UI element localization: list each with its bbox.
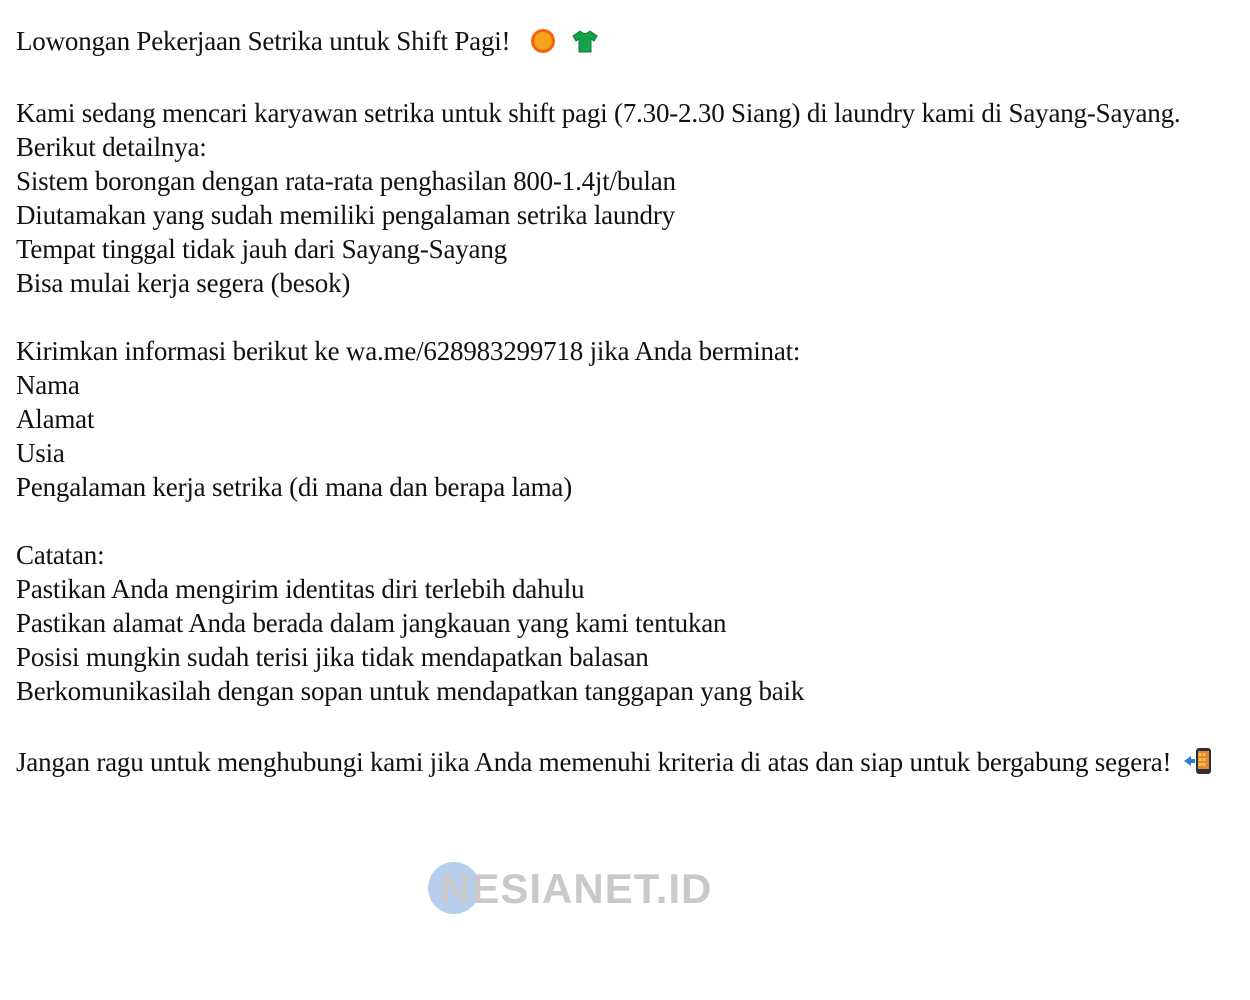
detail-item: Diutamakan yang sudah memiliki pengalaman setrika laundry: [16, 200, 675, 230]
closing-paragraph: [16, 742, 1228, 786]
apply-field: Pengalaman kerja setrika (di mana dan berapa lama): [16, 472, 572, 502]
t-shirt-icon: [571, 27, 599, 61]
apply-field: Nama: [16, 370, 80, 400]
post-title-row: [16, 24, 1228, 62]
note-item: Posisi mungkin sudah terisi jika tidak mendapatkan balasan: [16, 642, 649, 672]
detail-item: Tempat tinggal tidak jauh dari Sayang-Sayang: [16, 234, 507, 264]
mobile-phone-arrow-icon: [1183, 746, 1213, 786]
note-item: Berkomunikasilah dengan sopan untuk mendapatkan tanggapan yang baik: [16, 676, 805, 706]
job-post: [16, 24, 1228, 786]
closing-text: Jangan ragu untuk menghubungi kami jika Anda memenuhi kriteria di atas dan siap untuk bergabung segera!: [16, 747, 1172, 777]
watermark: [428, 862, 712, 916]
apply-field: Usia: [16, 438, 65, 468]
sun-icon: [531, 29, 555, 53]
apply-field: Alamat: [16, 404, 95, 434]
intro-paragraph: Kami sedang mencari karyawan setrika untuk shift pagi (7.30-2.30 Siang) di laundry kami di Sayang-Sayang. Berikut detailnya:: [16, 98, 1181, 162]
apply-instruction: Kirimkan informasi berikut ke wa.me/628983299718 jika Anda berminat:: [16, 336, 801, 366]
notes-heading: Catatan:: [16, 540, 105, 570]
detail-item: Sistem borongan dengan rata-rata penghasilan 800-1.4jt/bulan: [16, 166, 676, 196]
watermark-text: NESIANET.ID: [440, 865, 713, 912]
note-item: Pastikan Anda mengirim identitas diri terlebih dahulu: [16, 574, 585, 604]
detail-item: Bisa mulai kerja segera (besok): [16, 268, 351, 298]
post-title: Lowongan Pekerjaan Setrika untuk Shift Pagi!: [16, 26, 511, 56]
note-item: Pastikan alamat Anda berada dalam jangkauan yang kami tentukan: [16, 608, 727, 638]
